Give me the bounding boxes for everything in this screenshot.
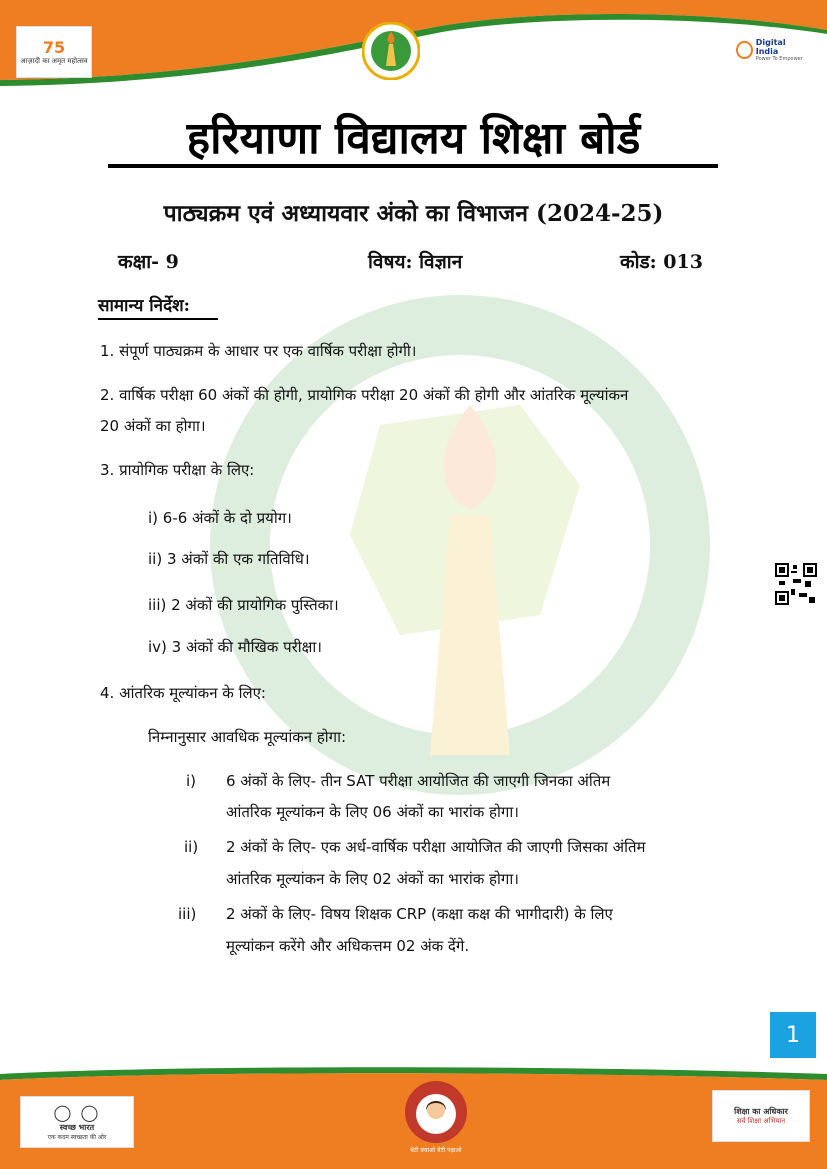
qr-code[interactable] bbox=[775, 563, 817, 605]
board-emblem bbox=[362, 22, 420, 80]
page-number: 1 bbox=[770, 1012, 816, 1058]
code-label: कोड: 013 bbox=[620, 251, 703, 273]
instruction-2-line1: 2. वार्षिक परीक्षा 60 अंकों की होगी, प्रायोगिक परीक्षा 20 अंकों की होगी और आंतरिक मूल्यांकन bbox=[100, 386, 629, 404]
shiksha-adhikar-logo: शिक्षा का अधिकार सर्व शिक्षा अभियान bbox=[712, 1090, 810, 1142]
practical-item-4: iv) 3 अंकों की मौखिक परीक्षा। bbox=[148, 638, 322, 656]
class-label: कक्षा- 9 bbox=[118, 251, 179, 273]
azadi-logo: 75 आज़ादी का अमृत महोत्सव bbox=[16, 26, 92, 78]
internal-item-2-line1: 2 अंकों के लिए- एक अर्ध-वार्षिक परीक्षा आयोजित की जाएगी जिसका अंतिम bbox=[226, 838, 646, 856]
internal-intro: निम्नानुसार आवधिक मूल्यांकन होगा: bbox=[148, 728, 347, 746]
practical-item-2: ii) 3 अंकों की एक गतिविधि। bbox=[148, 550, 310, 568]
internal-item-3-number: iii) bbox=[178, 905, 197, 923]
board-watermark bbox=[200, 285, 720, 805]
title-underline bbox=[108, 164, 718, 168]
internal-item-1-number: i) bbox=[186, 772, 197, 790]
section-heading-underline bbox=[98, 318, 218, 320]
instruction-1: 1. संपूर्ण पाठ्यक्रम के आधार पर एक वार्षिक परीक्षा होगी। bbox=[100, 342, 417, 360]
instruction-3: 3. प्रायोगिक परीक्षा के लिए: bbox=[100, 461, 255, 479]
internal-item-3-line1: 2 अंकों के लिए- विषय शिक्षक CRP (कक्षा कक्ष की भागीदारी) के लिए bbox=[226, 905, 613, 923]
beti-bachao-logo bbox=[404, 1080, 468, 1144]
subject-label: विषय: विज्ञान bbox=[368, 251, 463, 273]
internal-item-2-number: ii) bbox=[184, 838, 199, 856]
internal-item-3-line2: मूल्यांकन करेंगे और अधिकत्तम 02 अंक देंगे. bbox=[226, 937, 470, 955]
practical-item-3: iii) 2 अंकों की प्रायोगिक पुस्तिका। bbox=[148, 596, 339, 614]
instruction-2-line2: 20 अंकों का होगा। bbox=[100, 417, 206, 435]
swachh-bharat-logo: ◯ ◯ स्वच्छ भारत एक कदम स्वच्छता की ओर bbox=[20, 1096, 134, 1148]
digital-india-logo: Digital India Power To Empower bbox=[736, 36, 806, 64]
beti-bachao-label: बेटी बचाओ बेटी पढ़ाओ bbox=[410, 1147, 462, 1154]
practical-item-1: i) 6-6 अंकों के दो प्रयोग। bbox=[148, 509, 292, 527]
page-title: हरियाणा विद्यालय शिक्षा बोर्ड bbox=[186, 113, 641, 164]
internal-item-2-line2: आंतरिक मूल्यांकन के लिए 02 अंकों का भारांक होगा। bbox=[226, 870, 519, 888]
internal-item-1-line2: आंतरिक मूल्यांकन के लिए 06 अंकों का भारांक होगा। bbox=[226, 803, 519, 821]
instruction-4: 4. आंतरिक मूल्यांकन के लिए: bbox=[100, 684, 266, 702]
page-subtitle: पाठ्यक्रम एवं अध्यायवार अंको का विभाजन (2024-25) bbox=[163, 200, 664, 227]
internal-item-1-line1: 6 अंकों के लिए- तीन SAT परीक्षा आयोजित की जाएगी जिनका अंतिम bbox=[226, 772, 611, 790]
section-heading: सामान्य निर्देश: bbox=[98, 296, 190, 316]
